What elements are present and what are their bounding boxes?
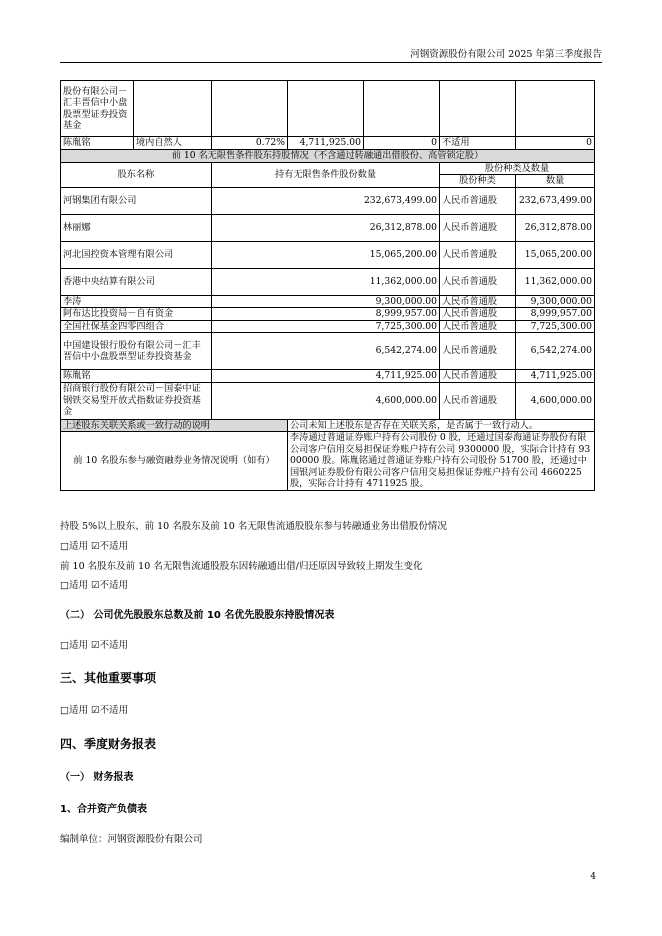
table-row [61, 81, 595, 137]
table-row: 招商银行股份有限公司－国泰中证钢铁交易型开放式指数证券投资基金 4,600,000.00 人民币普通股 4,600,000.00 [61, 382, 595, 419]
col-name-header: 股东名称 [61, 162, 212, 187]
col-count-header: 数量 [516, 175, 595, 188]
table-row: 河钢集团有限公司 232,673,499.00 人民币普通股 232,673,499.00 [61, 187, 595, 214]
note-lending-choice: □适用 ☑不适用 [60, 541, 129, 552]
page-number: 4 [590, 872, 596, 882]
note-change: 前 10 名股东及前 10 名无限售流通股股东因转融通出借/归还原因导致较上期发生变化 [60, 561, 423, 572]
shareholder-name: 陈胤铭 [61, 137, 134, 150]
subsection-balance-sheet: 1、合并资产负债表 [60, 804, 147, 815]
page-header [60, 44, 602, 63]
subsection-financial-reports: （一） 财务报表 [60, 772, 134, 783]
table-row: 中国建设银行股份有限公司－汇丰晋信中小盘股票型证券投资基金 6,542,274.00 人民币普通股 6,542,274.00 [61, 333, 595, 370]
table-row: 阿布达比投资局－自有资金 8,999,957.00 人民币普通股 8,999,957.00 [61, 308, 595, 321]
table-row: 陈胤铭 4,711,925.00 人民币普通股 4,711,925.00 [61, 370, 595, 383]
section-title: 前 10 名无限售条件股东持股情况（不含通过转融通出借股份、高管锁定股） [61, 149, 595, 162]
section-title-row [61, 149, 595, 162]
table-row: 香港中央结算有限公司 11,362,000.00 人民币普通股 11,362,000.00 [61, 268, 595, 295]
column-header-row [61, 162, 595, 175]
compiler-unit: 编制单位：河钢资源股份有限公司 [60, 834, 203, 845]
margin-label: 前 10 名股东参与融资融券业务情况说明（如有） [61, 432, 288, 491]
section-other-matters: 三、其他重要事项 [60, 671, 157, 685]
shareholder-name: 股份有限公司－汇丰晋信中小盘股票型证券投资基金 [61, 81, 134, 137]
margin-text: 李涛通过普通证券账户持有公司股份 0 股，还通过国泰海通证券股份有限公司客户信用交易担保证券账户持有公司 9300000 股，实际合计持有 9300000 股。陈胤铭通过普通证券账户持有公司股份 51700 股，还通过中国银河证券股份有限公司客户信用交易担保证券账户持有公司 4660225 股，实际合计持有 4711925 股。 [288, 432, 595, 491]
table-row: 全国社保基金四零四组合 7,725,300.00 人民币普通股 7,725,300.00 [61, 320, 595, 333]
col-type-header: 股份种类 [440, 175, 516, 188]
table-row: 河北国控资本管理有限公司 15,065,200.00 人民币普通股 15,065,200.00 [61, 241, 595, 268]
table-row [61, 419, 595, 432]
note-lending: 持股 5%以上股东、前 10 名股东及前 10 名无限售流通股股东参与转融通业务出借股份情况 [60, 521, 447, 532]
other-matters-choice: □适用 ☑不适用 [60, 705, 129, 716]
table-row: 陈胤铭 境内自然人 0.72% 4,711,925.00 0 不适用 0 [61, 137, 595, 150]
table-row: 林丽娜 26,312,878.00 人民币普通股 26,312,878.00 [61, 214, 595, 241]
note-change-choice: □适用 ☑不适用 [60, 580, 129, 591]
table-row: 李涛 9,300,000.00 人民币普通股 9,300,000.00 [61, 295, 595, 308]
col-type-group-header: 股份种类及数量 [440, 162, 595, 175]
shareholders-table [60, 80, 595, 491]
relation-label: 上述股东关联关系或一致行动的说明 [61, 419, 288, 432]
relation-text: 公司未知上述股东是否存在关联关系，是否属于一致行动人。 [288, 419, 595, 432]
section-financial-statements: 四、季度财务报表 [60, 737, 157, 751]
header-title: 河钢资源股份有限公司 2025 年第三季度报告 [410, 49, 602, 60]
section-preferred-shareholders: （二） 公司优先股股东总数及前 10 名优先股股东持股情况表 [60, 610, 335, 621]
preferred-choice: □适用 ☑不适用 [60, 640, 129, 651]
table-row [61, 432, 595, 491]
col-qty-header: 持有无限售条件股份数量 [212, 162, 440, 187]
